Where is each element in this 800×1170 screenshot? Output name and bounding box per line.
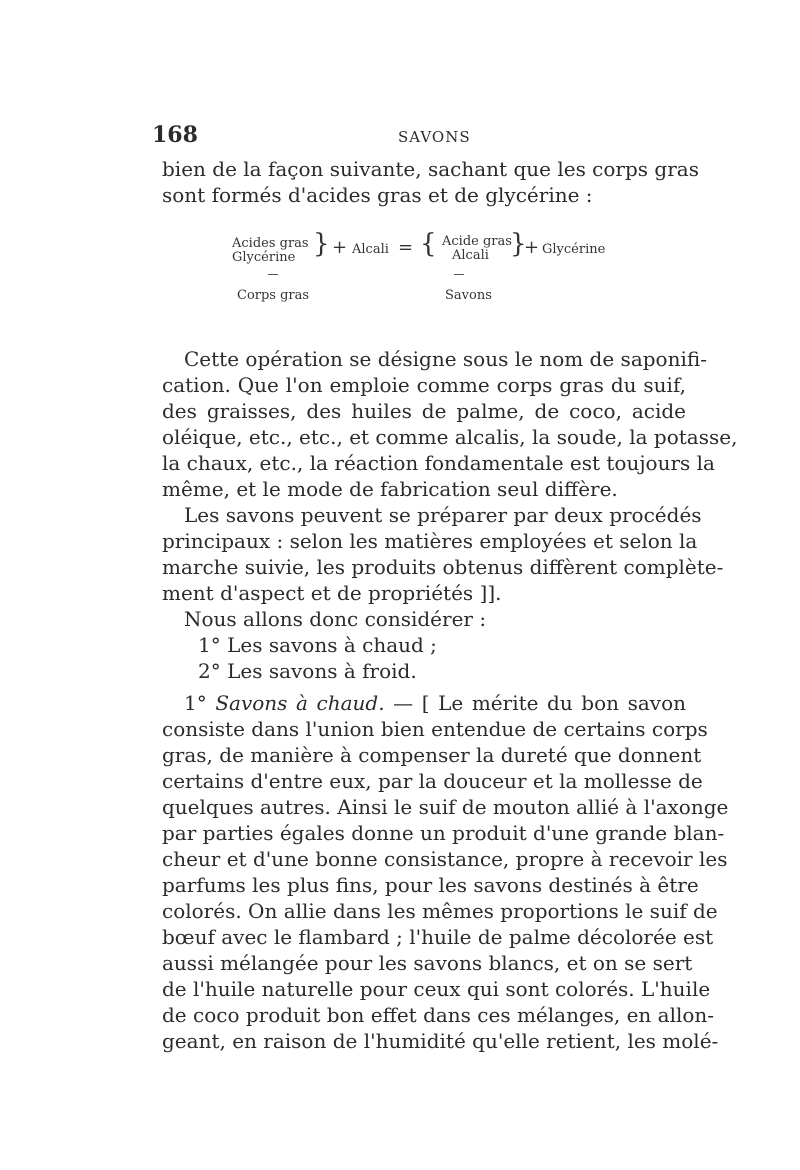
- text-line: bœuf avec le flambard ; l'huile de palme décolorée est: [162, 925, 714, 949]
- text-line: ment d'aspect et de propriétés ]].: [162, 581, 502, 605]
- formula-alcali-right: Alcali: [452, 248, 489, 263]
- formula-glycerine-right: Glycérine: [542, 242, 606, 257]
- caption-savons: Savons: [445, 288, 492, 303]
- section-title: Savons à chaud.: [215, 691, 385, 715]
- text-line: cation. Que l'on emploie comme corps gras du suif,: [162, 373, 686, 397]
- brace-icon: }: [313, 229, 330, 259]
- formula-glycerine-left: Glycérine: [232, 250, 296, 265]
- text-line: colorés. On allie dans les mêmes proportions le suif de: [162, 899, 718, 923]
- list-intro: Nous allons donc considérer :: [184, 607, 487, 631]
- plus-sign: +: [332, 237, 348, 258]
- formula-acide-gras: Acide gras: [442, 234, 512, 249]
- text-line: par parties égales donne un produit d'une grande blan-: [162, 821, 725, 845]
- text-line: marche suivie, les produits obtenus diffèrent complète-: [162, 555, 724, 579]
- text-line: aussi mélangée pour les savons blancs, et on se sert: [162, 951, 693, 975]
- section-first-line: — [ Le mérite du bon savon: [393, 691, 687, 715]
- text-line: de l'huile naturelle pour ceux qui sont colorés. L'huile: [162, 977, 711, 1001]
- text-line: parfums les plus fins, pour les savons destinés à être: [162, 873, 699, 897]
- text-line: Cette opération se désigne sous le nom de saponifi-: [184, 347, 707, 371]
- section-savons-a-chaud: [162, 690, 729, 1054]
- brace-icon: }: [510, 229, 527, 259]
- section-heading-line: [162, 690, 686, 716]
- text-line: des graisses, des huiles de palme, de coco, acide: [162, 399, 686, 423]
- formula-alcali: Alcali: [352, 242, 389, 257]
- text-line: Les savons peuvent se préparer par deux procédés: [184, 503, 702, 527]
- running-head: SAVONS: [398, 128, 471, 146]
- brace-icon: {: [420, 229, 437, 259]
- formula-acides-gras: Acides gras: [232, 236, 309, 251]
- book-page: [152, 122, 738, 1054]
- text-line: sont formés d'acides gras et de glycérine :: [162, 183, 593, 207]
- text-line: la chaux, etc., la réaction fondamentale est toujours la: [162, 451, 715, 475]
- plus-sign: +: [524, 237, 540, 258]
- text-line: de coco produit bon effet dans ces mélanges, en allon-: [162, 1003, 715, 1027]
- text-line: oléique, etc., etc., et comme alcalis, la soude, la potasse,: [162, 425, 738, 449]
- page-number: 168: [152, 122, 198, 148]
- text-line: même, et le mode de fabrication seul diffère.: [162, 477, 618, 501]
- intro-paragraph: [162, 156, 699, 208]
- text-line: quelques autres. Ainsi le suif de mouton allié à l'axonge: [162, 795, 729, 819]
- paragraph-procedes: [162, 502, 724, 606]
- saponification-formula: [162, 226, 686, 326]
- rule-divider: [454, 274, 464, 275]
- section-number: 1°: [184, 691, 207, 715]
- paragraph-saponification: [162, 346, 738, 502]
- text-line: bien de la façon suivante, sachant que les corps gras: [162, 157, 699, 181]
- text-line: principaux : selon les matières employées et selon la: [162, 529, 698, 553]
- list-item: 2° Les savons à froid.: [198, 659, 417, 683]
- rule-divider: [268, 274, 278, 275]
- caption-corps-gras: Corps gras: [237, 288, 310, 303]
- text-line: geant, en raison de l'humidité qu'elle retient, les molé-: [162, 1029, 719, 1053]
- text-line: cheur et d'une bonne consistance, propre à recevoir les: [162, 847, 728, 871]
- text-line: certains d'entre eux, par la douceur et la mollesse de: [162, 769, 703, 793]
- page-header: [152, 122, 686, 156]
- list-item: 1° Les savons à chaud ;: [198, 633, 437, 657]
- equals-sign: =: [398, 237, 414, 258]
- text-line: consiste dans l'union bien entendue de certains corps: [162, 717, 708, 741]
- text-line: gras, de manière à compenser la dureté que donnent: [162, 743, 702, 767]
